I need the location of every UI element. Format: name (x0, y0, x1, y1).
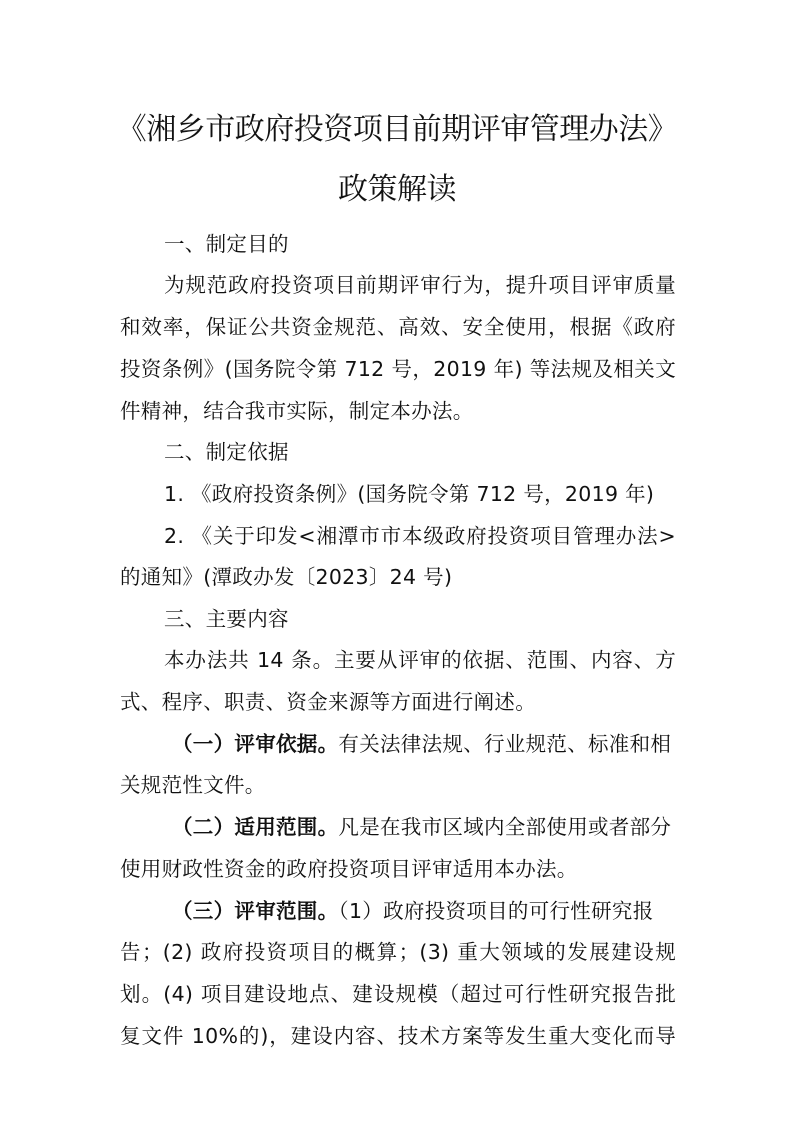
paragraph-line: 复文件 10%的)，建设内容、技术方案等发生重大变化而导 (120, 1024, 676, 1048)
section-heading-content: 三、主要内容 (164, 607, 289, 631)
paragraph-line: 为规范政府投资项目前期评审行为，提升项目评审质量 (164, 273, 676, 297)
document-subtitle: 政策解读 (338, 172, 456, 207)
paragraph-line: 和效率，保证公共资金规范、高效、安全使用，根据《政府 (120, 315, 676, 339)
section-heading-purpose: 一、制定目的 (164, 232, 289, 256)
paragraph-line: 本办法共 14 条。主要从评审的依据、范围、内容、方 (164, 648, 676, 672)
paragraph-line: 式、程序、职责、资金来源等方面进行阐述。 (120, 690, 536, 714)
basis-item-1: 1. 《政府投资条例》(国务院令第 712 号，2019 年) (164, 482, 655, 506)
document-title: 《湘乡市政府投资项目前期评审管理办法》 (116, 112, 678, 147)
paragraph-line: 使用财政性资金的政府投资项目评审适用本办法。 (120, 857, 578, 881)
paragraph-line: 件精神，结合我市实际，制定本办法。 (120, 399, 474, 423)
item-text: 有关法律法规、行业规范、标准和相 (338, 732, 672, 756)
basis-item-2-line: 的通知》(潭政办发〔2023〕24 号) (120, 565, 453, 589)
item-text: 凡是在我市区域内全部使用或者部分 (338, 815, 672, 839)
content-item-2 (172, 813, 676, 841)
item-text: （1）政府投资项目的可行性研究报 (338, 899, 654, 923)
paragraph-line: 关规范性文件。 (120, 773, 266, 797)
item-label: （二）适用范围。 (172, 815, 339, 839)
item-label: （三）评审范围。 (172, 899, 339, 923)
section-heading-basis: 二、制定依据 (164, 440, 289, 464)
paragraph-line: 划。(4) 项目建设地点、建设规模（超过可行性研究报告批 (120, 982, 676, 1006)
content-item-1 (172, 730, 676, 758)
paragraph-line: 投资条例》(国务院令第 712 号，2019 年) 等法规及相关文 (120, 357, 676, 381)
item-label: （一）评审依据。 (172, 732, 339, 756)
content-item-3 (172, 897, 676, 925)
basis-item-2-line: 2. 《关于印发<湘潭市市本级政府投资项目管理办法> (164, 524, 676, 548)
paragraph-line: 告；(2) 政府投资项目的概算；(3) 重大领域的发展建设规 (120, 940, 676, 964)
